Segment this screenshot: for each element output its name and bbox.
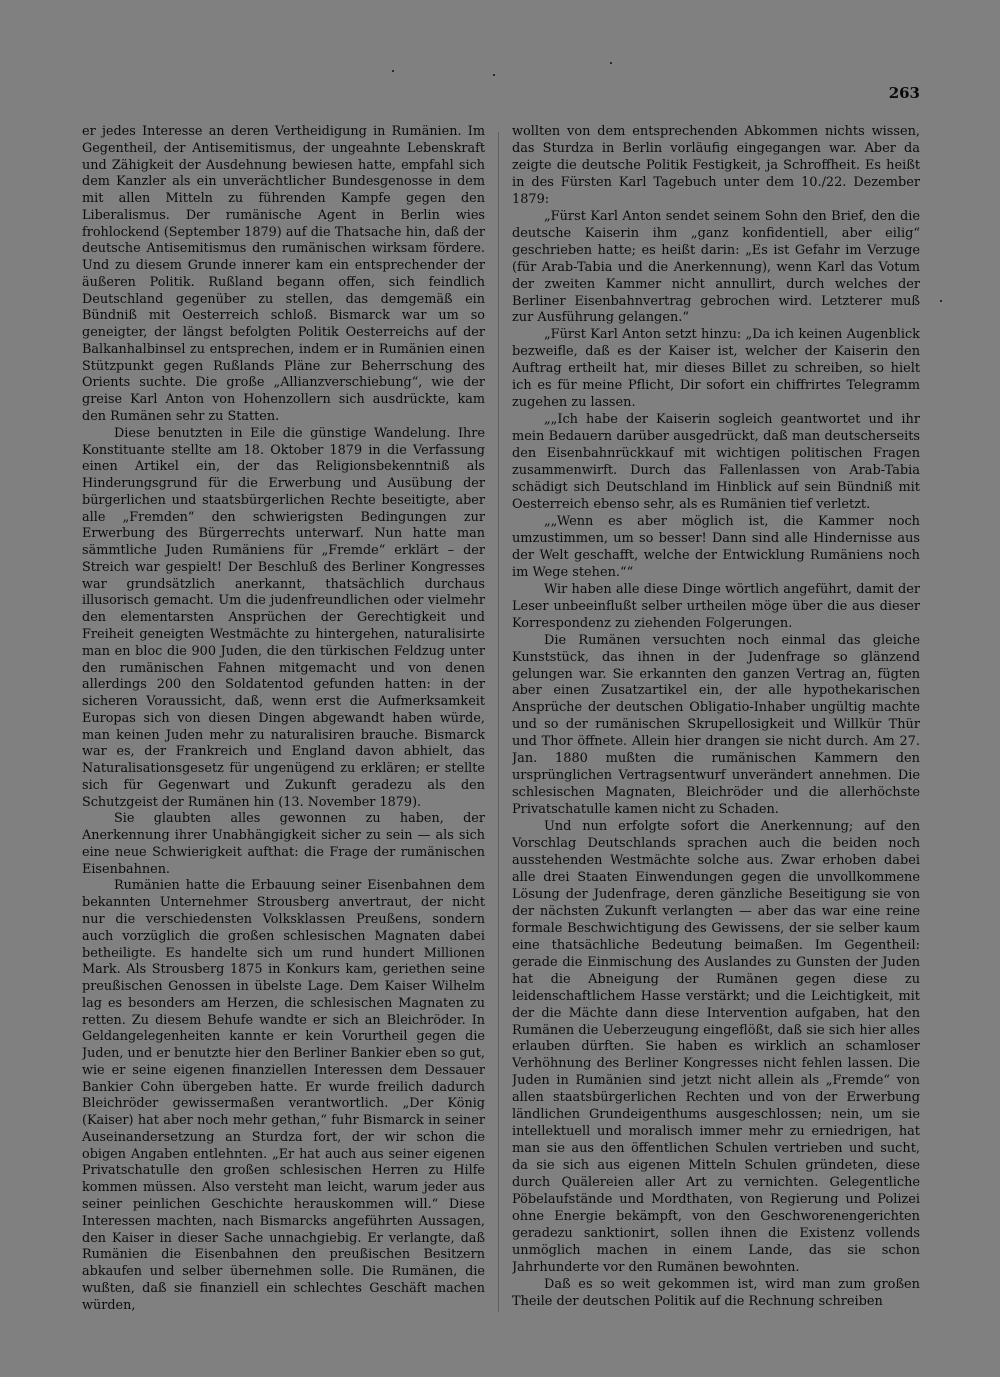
- paragraph: Wir haben alle diese Dinge wörtlich angeführt, damit der Leser unbeeinflußt selber urtheilen möge über die aus dieser Korrespondenz zu ziehenden Folgerungen.: [512, 581, 920, 631]
- page-number: 263: [888, 84, 920, 102]
- left-column: [82, 124, 485, 1314]
- column-divider: [498, 132, 499, 1312]
- paragraph: wollten von dem entsprechenden Abkommen nichts wissen, das Sturdza in Berlin vorläufig eingegangen war. Aber da zeigte die deutsche Politik Festigkeit, ja Schroffheit. Es heißt in des Fürsten Karl Tagebuch unter dem 10./22. Dezember 1879:: [512, 124, 920, 207]
- paragraph: Daß es so weit gekommen ist, wird man zum großen Theile der deutschen Politik auf die Rechnung schreiben: [512, 1276, 920, 1309]
- paragraph: Diese benutzten in Eile die günstige Wandelung. Ihre Konstituante stellte am 18. Oktober 1879 in die Verfassung einen Artikel ein, der das Religionsbekenntniß als Hinderungsgrund für die Erwerbung und Ausübung der bürgerlichen und staatsbürgerlichen Rechte beseitigte, aber alle „Fremden“ den schwierigsten Bedingungen zur Erwerbung des Bürgerrechts unterwarf. Nun hatte man sämmtliche Juden Rumäniens für „Fremde“ erklärt – der Streich war gespielt! Der Beschluß des Berliner Kongresses war grundsätzlich anerkannt, thatsächlich durchaus illusorisch gemacht. Um die judenfreundlichen oder vielmehr den elementarsten Ansprüchen der Gerechtigkeit und Freiheit geneigten Westmächte zu hintergehen, naturalisirte man en bloc die 900 Juden, die den türkischen Feldzug unter den rumänischen Fahnen mitgemacht und von denen allerdings 200 den Soldatentod gefunden hatten: in der sicheren Voraussicht, daß, wenn erst die Aufmerksamkeit Europas sich von diesen Dingen abgewandt haben würde, man keinen Juden mehr zu naturalisiren brauche. Bismarck war es, der Frankreich und England davon abhielt, das Naturalisationsgesetz für ungenügend zu erklären; er stellte sich für Gegenwart und Zukunft geradezu als den Schutzgeist der Rumänen hin (13. November 1879).: [82, 425, 485, 810]
- scan-speck: [493, 74, 495, 76]
- quote-paragraph: „„Wenn es aber möglich ist, die Kammer noch umzustimmen, um so besser! Dann sind alle Hindernisse aus der Welt geschafft, welche der Entwicklung Rumäniens noch im Wege stehen.““: [512, 513, 920, 580]
- paragraph: Rumänien hatte die Erbauung seiner Eisenbahnen dem bekannten Unternehmer Strousberg anvertraut, der nicht nur die verschiedensten Volksklassen Preußens, sondern auch vorzüglich die großen schlesischen Magnaten dabei betheiligte. Es handelte sich um rund hundert Millionen Mark. Als Strousberg 1875 in Konkurs kam, geriethen seine preußischen Genossen in übelste Lage. Dem Kaiser Wilhelm lag es besonders am Herzen, die schlesischen Magnaten zu retten. Zu diesem Behufe wandte er sich an Bleichröder. In Geldangelegenheiten kannte er kein Vorurtheil gegen die Juden, und er benutzte hier den Berliner Bankier eben so gut, wie er seine eigenen finanziellen Interessen dem Dessauer Bankier Cohn übergeben hatte. Er wurde freilich dadurch Bleichröder gewissermaßen verantwortlich. „Der König (Kaiser) hat aber noch mehr gethan,“ fuhr Bismarck in seiner Auseinandersetzung an Sturdza fort, der wir schon die obigen Angaben entlehnten. „Er hat auch aus seiner eigenen Privatschatulle den großen schlesischen Herren zu Hilfe kommen müssen. Also versteht man leicht, warum jeder aus seiner peinlichen Geschichte herauskommen will.“ Diese Interessen machten, nach Bismarcks angeführten Aussagen, den Kaiser in dieser Sache unnachgiebig. Er verlangte, daß Rumänien die Eisenbahnen den preußischen Besitzern abkaufen und selber übernehmen solle. Die Rumänen, die wußten, daß sie finanziell ein schlechtes Geschäft machen würden,: [82, 878, 485, 1313]
- paragraph: Und nun erfolgte sofort die Anerkennung; auf den Vorschlag Deutschlands sprachen auch die beiden noch ausstehenden Westmächte solche aus. Zwar erhoben dabei alle drei Staaten Einwendungen gegen die unvollkommene Lösung der Judenfrage, deren gänzliche Beseitigung sie von der nächsten Zukunft verlangten — aber das war eine reine formale Beschwichtigung des Gewissens, der sie selber kaum eine thatsächliche Bedeutung beimaßen. Im Gegentheil: gerade die Einmischung des Auslandes zu Gunsten der Juden hat die Abneigung der Rumänen gegen diese zu leidenschaftlichem Hasse verstärkt; und die Leichtigkeit, mit der die Mächte dann diese Intervention aufgaben, hat den Rumänen die Ueberzeugung eingeflößt, daß sie sich hier alles erlauben dürften. Sie haben es wirklich an schamloser Verhöhnung des Berliner Kongresses nicht fehlen lassen. Die Juden in Rumänien sind jetzt nicht allein als „Fremde“ von allen staatsbürgerlichen Rechten und von der Erwerbung ländlichen Grundeigenthums ausgeschlossen; nein, um sie intellektuell und moralisch immer mehr zu erniedrigen, hat man sie aus den öffentlichen Schulen vertrieben und sucht, da sie sich aus eigenen Mitteln Schulen gründeten, diese durch Quälereien aller Art zu vernichten. Gelegentliche Pöbelaufstände und Mordthaten, von Regierung und Polizei ohne Energie bekämpft, von den Geschworenengerichten geradezu sanktionirt, sollen ihnen die Existenz vollends unmöglich machen in einem Lande, das sie schon Jahrhunderte vor den Rumänen bewohnten.: [512, 819, 920, 1275]
- paragraph: Sie glaubten alles gewonnen zu haben, der Anerkennung ihrer Unabhängigkeit sicher zu sein — als sich eine neue Schwierigkeit aufthat: die Frage der rumänischen Eisenbahnen.: [82, 811, 485, 877]
- quote-paragraph: „Fürst Karl Anton setzt hinzu: „Da ich keinen Augenblick bezweifle, daß es der Kaiser ist, welcher der Kaiserin den Auftrag ertheilt hat, mir dieses Billet zu schreiben, so hielt ich es für meine Pflicht, Dir sofort ein chiffrirtes Telegramm zugehen zu lassen.: [512, 327, 920, 411]
- scan-speck: [610, 62, 612, 64]
- scan-speck: [940, 300, 942, 302]
- quote-paragraph: „„Ich habe der Kaiserin sogleich geantwortet und ihr mein Bedauern darüber ausgedrückt, daß man deutscherseits den Eisenbahnrückkauf mit wichtigen politischen Fragen zusammenwirft. Durch das Fallenlassen von Arab-Tabia schädigt sich Deutschland im Hinblick auf sein Bündniß mit Oesterreich ebenso sehr, als es Rumänien tief verletzt.: [512, 412, 920, 512]
- scan-speck: [392, 70, 394, 72]
- paragraph: er jedes Interesse an deren Vertheidigung in Rumänien. Im Gegentheil, der Antisemitismus, der ungeahnte Lebenskraft und Zähigkeit der Ausdehnung bewiesen hatte, empfahl sich dem Kanzler als ein unverächtlicher Bundesgenosse in dem mit allen Mitteln zu führenden Kampfe gegen den Liberalismus. Der rumänische Agent in Berlin wies frohlockend (September 1879) auf die Thatsache hin, daß der deutsche Antisemitismus den rumänischen wirksam fördere. Und zu diesem Grunde innerer kam ein entsprechender der äußeren Politik. Rußland begann offen, sich feindlich Deutschland gegenüber zu stellen, das demgemäß ein Bündniß mit Oesterreich schloß. Bismarck war um so geneigter, der längst befolgten Politik Oesterreichs auf der Balkanhalbinsel zu entsprechen, indem er in Rumänien einen Stützpunkt gegen Rußlands Pläne zur Beherrschung des Orients suchte. Die große „Allianzverschiebung“, wie der greise Karl Anton von Hohenzollern sich ausdrückte, kam den Rumänen sehr zu Statten.: [82, 124, 485, 425]
- right-column: [512, 124, 920, 1314]
- quote-paragraph: „Fürst Karl Anton sendet seinem Sohn den Brief, den die deutsche Kaiserin ihm „ganz konfidentiell, aber eilig“ geschrieben hatte; es heißt darin: „Es ist Gefahr im Verzuge (für Arab-Tabia und die Anerkennung), wenn Karl das Votum der zweiten Kammer nicht annullirt, durch welches der Berliner Eisenbahnvertrag gebrochen wird. Letzterer muß zur Ausführung gelangen.“: [512, 208, 920, 326]
- paragraph: Die Rumänen versuchten noch einmal das gleiche Kunststück, das ihnen in der Judenfrage so glänzend gelungen war. Sie erkannten den ganzen Vertrag an, fügten aber einen Zusatzartikel ein, der alle hypothekarischen Ansprüche der deutschen Obligatio-Inhaber ungültig machte und so der rumänischen Skrupellosigkeit und Willkür Thür und Thor öffnete. Allein hier drangen sie nicht durch. Am 27. Jan. 1880 mußten die rumänischen Kammern den ursprünglichen Vertragsentwurf unverändert annehmen. Die schlesischen Magnaten, Bleichröder und die allerhöchste Privatschatulle kamen nicht zu Schaden.: [512, 632, 920, 818]
